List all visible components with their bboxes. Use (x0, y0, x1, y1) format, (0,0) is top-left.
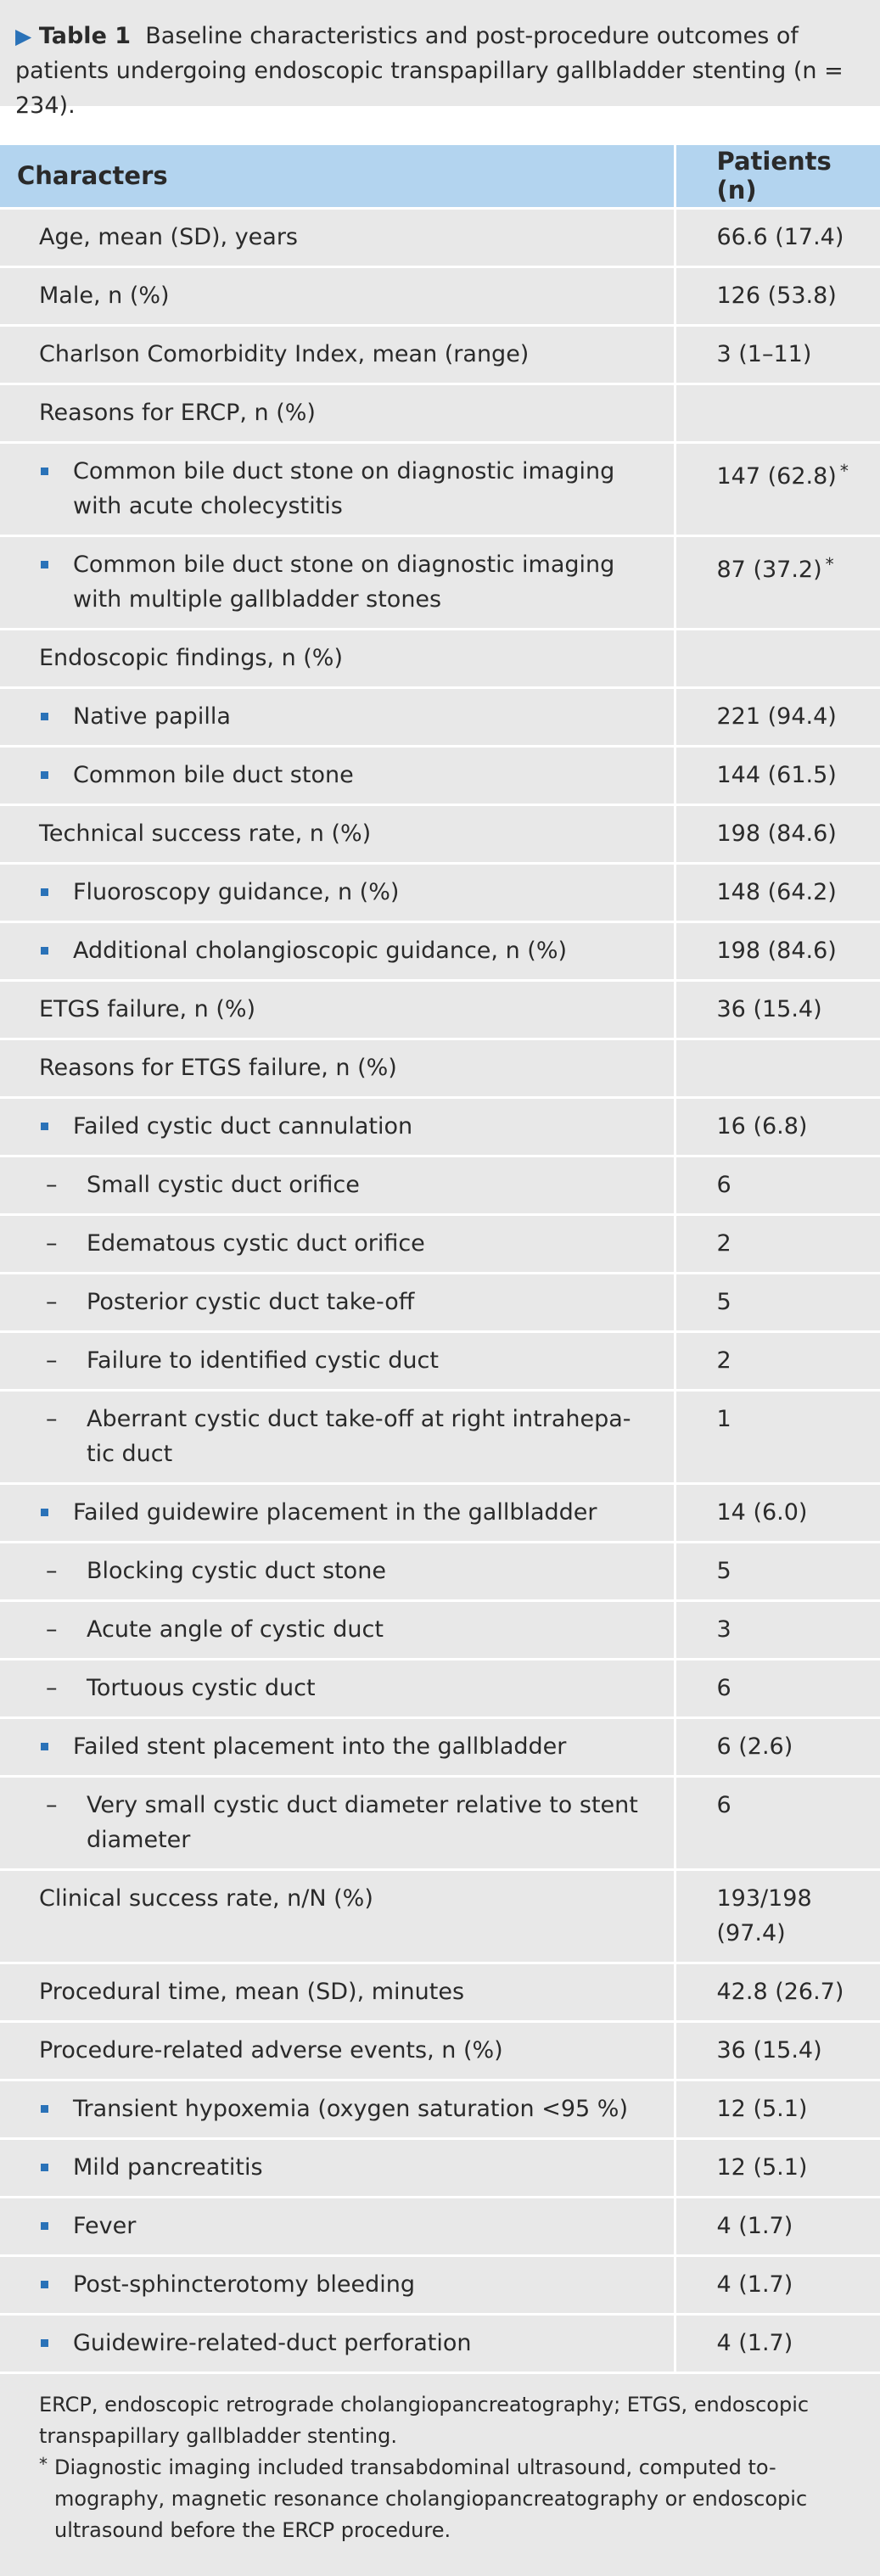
row-label: Clinical success rate, n/N (%) (39, 1884, 373, 1912)
table-row (0, 325, 880, 384)
row-label: Charlson Comorbidity Index, mean (range) (39, 340, 530, 367)
row-label: Acute angle of cystic duct (87, 1616, 384, 1643)
table-label: Table 1 (38, 23, 132, 49)
row-value: 4 (1.7) (675, 2197, 880, 2255)
row-value: 16 (6.8) (675, 1097, 880, 1156)
table-row (0, 2021, 880, 2080)
bullet-icon (41, 2105, 48, 2113)
row-value: 193/198 (97.4) (675, 1869, 880, 1963)
row-label: Common bile duct stone on diagnostic imaging with acute cholecystitis (73, 457, 615, 519)
bullet-icon (41, 713, 48, 720)
row-value: 5 (675, 1542, 880, 1600)
table-row (0, 1039, 880, 1097)
table-row (0, 2080, 880, 2138)
row-value: 12 (5.1) (675, 2138, 880, 2197)
row-value: 4 (1.7) (675, 2314, 880, 2372)
row-label: Post-sphincterotomy bleeding (73, 2271, 415, 2298)
row-value: 87 (37.2) * (675, 535, 880, 629)
row-value: 1 (675, 1390, 880, 1483)
table-row (0, 921, 880, 980)
table-row (0, 1097, 880, 1156)
row-value (675, 384, 880, 442)
row-value (675, 629, 880, 687)
row-label: Failure to identified cystic duct (87, 1347, 439, 1374)
row-label: Tortuous cystic duct (87, 1674, 316, 1701)
row-label: Fluoroscopy guidance, n (%) (73, 878, 400, 905)
row-label: Technical success rate, n (%) (39, 820, 372, 847)
row-label: Common bile duct stone (73, 761, 354, 788)
table-row (0, 2138, 880, 2197)
row-label: Guidewire-related-duct perforation (73, 2329, 472, 2356)
bullet-icon (41, 2281, 48, 2288)
row-value: 5 (675, 1273, 880, 1331)
row-value: 2 (675, 1214, 880, 1273)
row-value: 221 (94.4) (675, 687, 880, 746)
table-footnotes (0, 2374, 880, 2576)
column-header-characters: Characters (0, 145, 675, 208)
table-row (0, 1214, 880, 1273)
dash-icon: – (46, 1229, 58, 1257)
table-row (0, 2197, 880, 2255)
table-caption (0, 0, 880, 119)
dash-icon: – (46, 1616, 58, 1643)
table-row (0, 980, 880, 1039)
dash-icon: – (46, 1171, 58, 1198)
table-row (0, 535, 880, 629)
table-row (0, 687, 880, 746)
row-value: 36 (15.4) (675, 2021, 880, 2080)
footnote-marker: * (839, 460, 849, 481)
row-label: Blocking cystic duct stone (87, 1557, 386, 1584)
row-label: Very small cystic duct diameter relative to stent diameter (87, 1791, 638, 1853)
column-header-patients: Patients (n) (675, 145, 880, 208)
table-row (0, 208, 880, 266)
row-value: 66.6 (17.4) (675, 208, 880, 266)
table-header-row (0, 145, 880, 208)
row-value: 36 (15.4) (675, 980, 880, 1039)
table-row (0, 1483, 880, 1542)
table-row (0, 746, 880, 804)
table-row (0, 1542, 880, 1600)
row-value: 126 (53.8) (675, 266, 880, 325)
table-row (0, 804, 880, 863)
bullet-icon (41, 2339, 48, 2347)
table-row (0, 1156, 880, 1214)
table-row (0, 266, 880, 325)
row-value: 148 (64.2) (675, 863, 880, 921)
footnote-marker: * (825, 553, 834, 574)
bullet-icon (41, 561, 48, 568)
row-label: Failed cystic duct cannulation (73, 1112, 413, 1140)
table-row (0, 1600, 880, 1659)
row-value: 2 (675, 1331, 880, 1390)
row-value: 147 (62.8) * (675, 442, 880, 535)
row-value: 6 (675, 1156, 880, 1214)
dash-icon: – (46, 1557, 58, 1584)
row-label: Small cystic duct orifice (87, 1171, 360, 1198)
row-label: Native papilla (73, 703, 231, 730)
bullet-icon (41, 947, 48, 955)
row-label: Reasons for ETGS failure, n (%) (39, 1054, 397, 1081)
row-value: 6 (675, 1659, 880, 1717)
row-label: Transient hypoxemia (oxygen saturation <95 %) (73, 2095, 628, 2122)
dash-icon: – (46, 1674, 58, 1701)
footnote-marker: * (39, 2453, 48, 2474)
dash-icon: – (46, 1405, 58, 1432)
dash-icon: – (46, 1288, 58, 1315)
row-value: 6 (675, 1776, 880, 1869)
row-label: Posterior cystic duct take-off (87, 1288, 415, 1315)
row-label: Reasons for ERCP, n (%) (39, 399, 316, 426)
row-label: Fever (73, 2212, 137, 2239)
bullet-icon (41, 1743, 48, 1750)
bullet-icon (41, 771, 48, 779)
row-value: 12 (5.1) (675, 2080, 880, 2138)
bullet-icon (41, 2164, 48, 2171)
row-label: Aberrant cystic duct take-off at right intrahepa-tic duct (87, 1405, 631, 1467)
table-row (0, 629, 880, 687)
table-row (0, 1273, 880, 1331)
table-row (0, 442, 880, 535)
row-label: Procedure-related adverse events, n (%) (39, 2036, 503, 2064)
row-label: Age, mean (SD), years (39, 223, 299, 250)
table-row (0, 1869, 880, 1963)
caption-text: Baseline characteristics and post-procedure outcomes of patients undergoing endoscopic transpapillary gallbladder stenting (n = 234). (15, 23, 844, 119)
row-label: Endoscopic findings, n (%) (39, 644, 343, 671)
footnote-note (39, 2452, 863, 2546)
row-label: ETGS failure, n (%) (39, 995, 256, 1022)
bullet-icon (41, 2222, 48, 2230)
row-value: 3 (1–11) (675, 325, 880, 384)
row-label: Male, n (%) (39, 282, 170, 309)
row-value: 14 (6.0) (675, 1483, 880, 1542)
footnote-abbreviations: ERCP, endoscopic retrograde cholangiopancreatography; ETGS, endoscopic transpapillary gallbladder stenting. (39, 2392, 810, 2448)
row-label: Failed stent placement into the gallbladder (73, 1733, 567, 1760)
dash-icon: – (46, 1347, 58, 1374)
row-label: Edematous cystic duct orifice (87, 1229, 425, 1257)
table-row (0, 1390, 880, 1483)
row-label: Failed guidewire placement in the gallbladder (73, 1498, 597, 1526)
dash-icon: – (46, 1791, 58, 1818)
bullet-icon (41, 888, 48, 896)
footnote-note-text: Diagnostic imaging included transabdominal ultrasound, computed to-mography, magnetic resonance cholangiopancreatography or endoscopic ultrasound before the ERCP procedure. (54, 2455, 808, 2542)
caption-arrow-icon: ▶ (15, 24, 32, 48)
table-row (0, 1776, 880, 1869)
row-label: Common bile duct stone on diagnostic imaging with multiple gallbladder stones (73, 551, 615, 613)
row-label: Procedural time, mean (SD), minutes (39, 1978, 465, 2005)
table-row (0, 863, 880, 921)
bullet-icon (41, 468, 48, 475)
table-row (0, 384, 880, 442)
row-value: 144 (61.5) (675, 746, 880, 804)
bullet-icon (41, 1509, 48, 1516)
table-row (0, 1331, 880, 1390)
row-label: Additional cholangioscopic guidance, n (%) (73, 937, 568, 964)
table-row (0, 1717, 880, 1776)
row-value: 198 (84.6) (675, 921, 880, 980)
row-value (675, 1039, 880, 1097)
table-row (0, 2314, 880, 2372)
bullet-icon (41, 1123, 48, 1130)
row-value: 3 (675, 1600, 880, 1659)
row-value: 4 (1.7) (675, 2255, 880, 2314)
table-row (0, 1659, 880, 1717)
row-label: Mild pancreatitis (73, 2153, 263, 2181)
table-row (0, 1963, 880, 2021)
row-value: 6 (2.6) (675, 1717, 880, 1776)
characteristics-table (0, 145, 880, 2372)
row-value: 198 (84.6) (675, 804, 880, 863)
table-row (0, 2255, 880, 2314)
row-value: 42.8 (26.7) (675, 1963, 880, 2021)
